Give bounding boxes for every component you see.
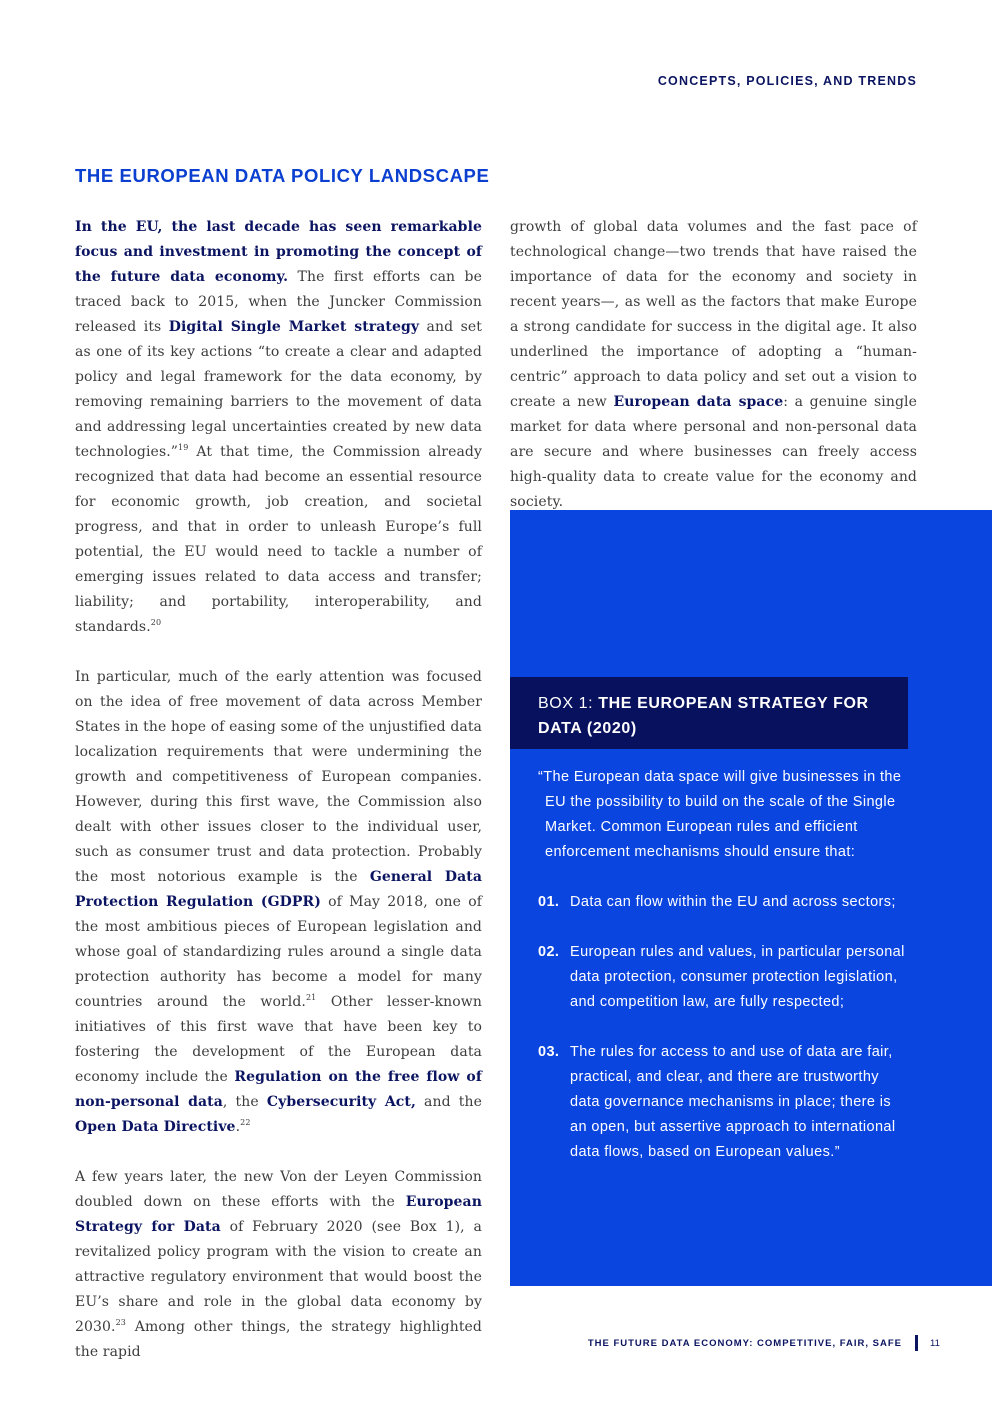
footer-divider xyxy=(915,1335,918,1351)
gdpr-term: General Data Protection Regulation (GDPR) xyxy=(75,869,482,910)
box-body xyxy=(538,765,910,1190)
footnote-ref[interactable]: 19 xyxy=(178,443,189,452)
text-run: : a genuine single market for data where personal and non-personal data are secure and where businesses can freely access high-quality data to create value for the economy and society. xyxy=(510,394,918,510)
text-run: Other lesser-known initiatives of this first wave that have been key to fostering the development of the European data economy include the xyxy=(75,994,482,1085)
free-flow-regulation-term: Regulation on the free flow of non-personal data xyxy=(75,1069,482,1110)
left-column xyxy=(75,215,482,1390)
page-number: 11 xyxy=(930,1338,940,1349)
item-number: 03. xyxy=(538,1044,560,1060)
running-header: CONCEPTS, POLICIES, AND TRENDS xyxy=(657,74,917,88)
european-data-space-term: European data space xyxy=(613,394,784,410)
footnote-ref[interactable]: 20 xyxy=(150,618,162,627)
box-label: BOX 1: xyxy=(538,695,599,712)
box-list-item xyxy=(538,940,910,1015)
item-text: The rules for access to and use of data are fair, practical, and clear, and there are trustworthy data governance mechanisms in place; there is an open, but assertive approach to international data flows, based on European values.” xyxy=(570,1044,896,1160)
text-run: In particular, much of the early attention was focused on the idea of free movement of data across Member States in the hope of easing some of the unjustified data localization requirements that were undermining the growth and competitiveness of European companies. However, during this first wave, the Commission also dealt with other issues closer to the individual user, such as consumer trust and data protection. Probably the most notorious example is the xyxy=(75,669,482,885)
cybersecurity-act-term: Cybersecurity Act, xyxy=(266,1094,416,1110)
text-run: The first efforts can be traced back to 2015, when the Juncker Commission released its xyxy=(75,269,482,335)
text-run: , the xyxy=(222,1094,267,1110)
box-list-item xyxy=(538,1040,910,1165)
digital-single-market-strategy: Digital Single Market strategy xyxy=(168,319,420,335)
box-1 xyxy=(510,510,992,1286)
lead-sentence: In the EU, the last decade has seen remarkable focus and investment in promoting the concept of the future data economy. xyxy=(75,219,482,285)
text-run: and the xyxy=(415,1094,482,1110)
text-run: and set as one of its key actions “to create a clear and adapted policy and legal framework for the data economy, by removing remaining barriers to the movement of data and addressing legal uncertainties created by new data technologies.” xyxy=(75,319,482,460)
text-run: A few years later, the new Von der Leyen Commission doubled down on these efforts with the xyxy=(75,1169,482,1210)
european-strategy-for-data-term: European Strategy for Data xyxy=(75,1194,482,1235)
footnote-ref[interactable]: 22 xyxy=(240,1118,251,1127)
box-title xyxy=(510,677,908,749)
item-number: 02. xyxy=(538,944,560,960)
right-column xyxy=(510,215,917,540)
footer-title: THE FUTURE DATA ECONOMY: COMPETITIVE, FAIR, SAFE xyxy=(587,1338,902,1349)
text-run: At that time, the Commission already recognized that data had become an essential resource for economic growth, job creation, and societal progress, and that in order to unleash Europe’s full potential, the EU would need to tackle a number of emerging issues related to data access and transfer; liability; and portability, interoperability, and standards. xyxy=(75,444,482,635)
paragraph-4 xyxy=(510,215,917,515)
box-list-item xyxy=(538,890,910,915)
section-title: THE EUROPEAN DATA POLICY LANDSCAPE xyxy=(75,165,490,186)
text-run: of February 2020 (see Box 1), a revitalized policy program with the vision to create an attractive regulatory environment that would boost the EU’s share and role in the global data economy by 2030. xyxy=(75,1219,482,1335)
item-text: European rules and values, in particular personal data protection, consumer protection legislation, and competition law, are fully respected; xyxy=(570,944,905,1010)
item-text: Data can flow within the EU and across sectors; xyxy=(570,894,896,910)
text-run: . xyxy=(235,1119,241,1135)
footnote-ref[interactable]: 23 xyxy=(115,1318,126,1327)
box-title-text: THE EUROPEAN STRATEGY FOR DATA (2020) xyxy=(538,695,869,737)
text-run: growth of global data volumes and the fast pace of technological change—two trends that have raised the importance of data for the economy and society in recent years—, as well as the factors that make Europe a strong candidate for success in the digital age. It also underlined the importance of adopting a “human-centric” approach to data policy and set out a vision to create a new xyxy=(510,219,917,410)
text-run: Among other things, the strategy highlighted the rapid xyxy=(75,1319,482,1360)
item-number: 01. xyxy=(538,894,560,910)
paragraph-1 xyxy=(75,215,482,640)
open-data-directive-term: Open Data Directive xyxy=(75,1119,236,1135)
footnote-ref[interactable]: 21 xyxy=(305,993,317,1002)
paragraph-3 xyxy=(75,1165,482,1365)
box-quote: “The European data space will give businesses in the EU the possibility to build on the scale of the Single Market. Common European rules and efficient enforcement mechanisms should ensure that: xyxy=(538,769,902,860)
text-run: of May 2018, one of the most ambitious pieces of European legislation and whose goal of standardizing rules around a single data protection authority has become a model for many countries around the world. xyxy=(75,894,482,1010)
paragraph-2 xyxy=(75,665,482,1140)
